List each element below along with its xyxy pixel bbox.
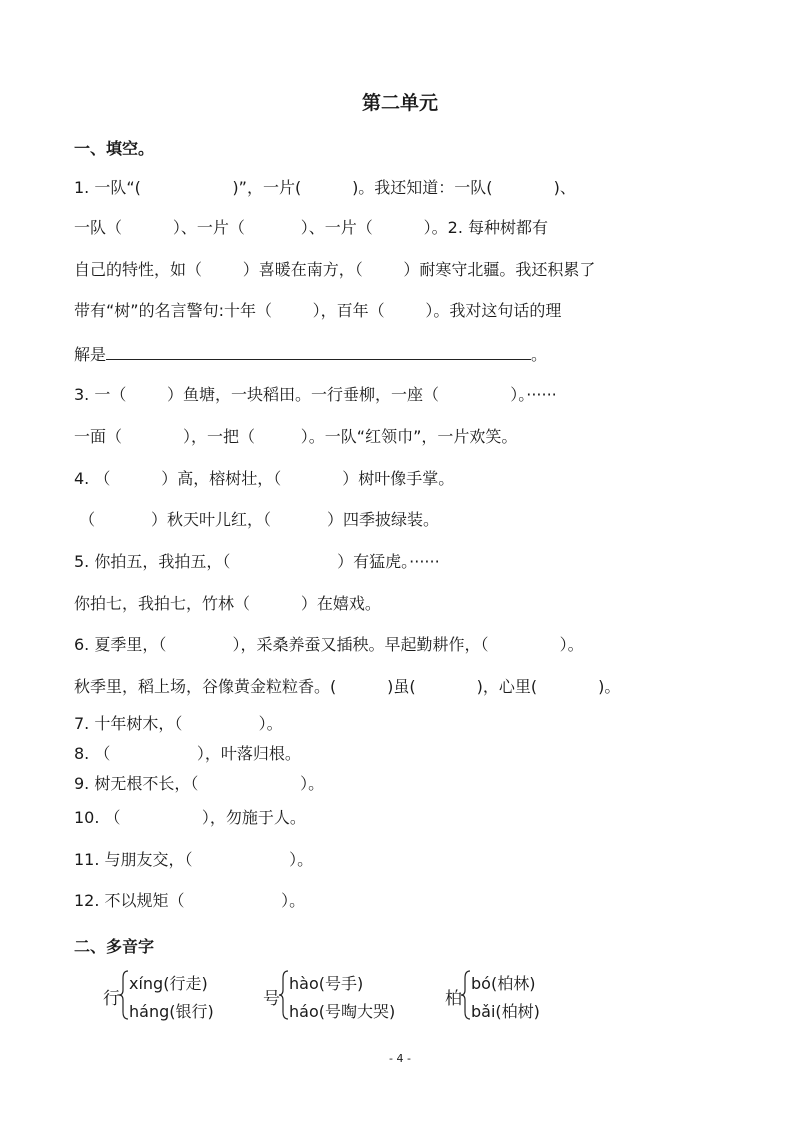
question-line-9: 5. 你拍五，我拍五，（ ）有猛虎。······ — [74, 552, 440, 571]
brace-icon — [461, 970, 471, 1020]
understanding-suffix: 。 — [531, 345, 548, 364]
question-line-14: 8. （ ），叶落归根。 — [74, 744, 301, 763]
question-line-6: 一面（ ），一把（ ）。一队“红领巾”，一片欢笑。 — [74, 427, 518, 446]
question-line-1: 1. 一队“( )”，一片( )。我还知道：一队( )、 — [74, 178, 576, 197]
question-line-3: 自己的特性，如（ ）喜暖在南方，（ ）耐寒守北疆。我还积累了 — [74, 260, 596, 279]
polyphone-reading: bǎi(柏树) — [471, 1002, 540, 1021]
question-line-4: 带有“树”的名言警句:十年（ ），百年（ ）。我对这句话的理 — [74, 301, 562, 320]
question-line-7: 4. （ ）高，榕树壮，（ ）树叶像手掌。 — [74, 469, 455, 488]
brace-icon — [119, 970, 129, 1020]
polyphone-reading: háng(银行) — [129, 1002, 214, 1021]
brace-icon — [279, 970, 289, 1020]
question-line-8: （ ）秋天叶儿红，（ ）四季披绿装。 — [74, 510, 439, 529]
understanding-prefix: 解是 — [74, 345, 107, 364]
question-line-17: 11. 与朋友交，（ ）。 — [74, 850, 314, 869]
polyphone-reading: hào(号手) — [289, 974, 364, 993]
page-title: 第二单元 — [361, 92, 438, 114]
understanding-line — [74, 345, 547, 363]
polyphone-reading: xíng(行走) — [129, 974, 208, 993]
polyphone-reading: háo(号啕大哭) — [289, 1002, 396, 1021]
question-line-5: 3. 一（ ）鱼塘，一块稻田。一行垂柳，一座（ ）。······ — [74, 385, 557, 404]
question-line-13: 7. 十年树木，（ ）。 — [74, 714, 283, 733]
question-line-11: 6. 夏季里，（ ），采桑养蚕又插秧。早起勤耕作，（ ）。 — [74, 635, 584, 654]
question-line-12: 秋季里，稻上场，谷像黄金粒粒香。( )虽( )，心里( )。 — [74, 677, 621, 696]
question-line-2: 一队（ ）、一片（ ）、一片（ ）。2. 每种树都有 — [74, 218, 549, 237]
section-heading-fill: 一、填空。 — [74, 139, 155, 158]
polyphone-char: 柏 — [445, 989, 462, 1009]
answer-underline — [106, 345, 531, 360]
polyphone-char: 行 — [103, 989, 120, 1009]
question-line-16: 10. （ ），勿施于人。 — [74, 808, 306, 827]
page-number: - 4 - — [389, 1052, 411, 1065]
question-line-10: 你拍七，我拍七，竹林（ ）在嬉戏。 — [74, 594, 381, 613]
polyphone-reading: bó(柏林) — [471, 974, 536, 993]
section-heading-polyphone: 二、多音字 — [74, 937, 155, 956]
question-line-18: 12. 不以规矩（ ）。 — [74, 891, 306, 910]
question-line-15: 9. 树无根不长，（ ）。 — [74, 774, 325, 793]
polyphone-char: 号 — [263, 989, 280, 1009]
